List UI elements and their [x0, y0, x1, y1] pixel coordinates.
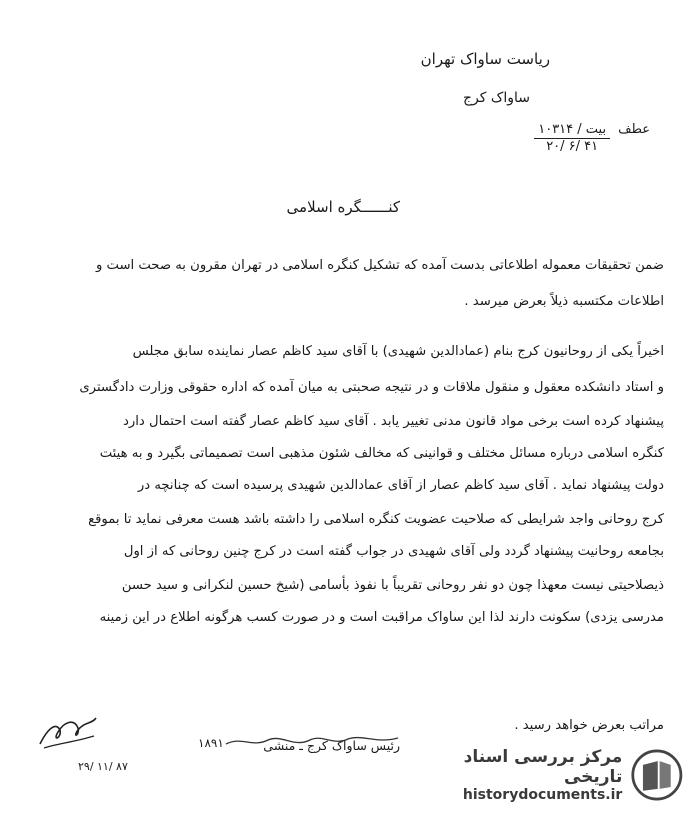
body-line: کرج روحانی واجد شرایطی که صلاحیت عضویت کنگره اسلامی را داشته باشد هست معرفی نماید تا بموقع — [88, 512, 664, 527]
bottom-number: ۲۹/ ۱۱/ ۸۷ — [78, 760, 128, 773]
signature-text: رئیس ساواک کرج ـ منشی — [263, 738, 400, 753]
body-line: بجامعه روحانیت پیشنهاد گردد ولی آقای شهیدی در جواب گفته است در کرج چنین روحانی که از اول — [123, 544, 664, 559]
document-subject: کنــــــگره اسلامی — [286, 198, 400, 216]
body-line: پیشنهاد کرده است برخی مواد قانون مدنی تغییر یابد . آقای سید کاظم عصار گفته است احتمال دارد — [123, 414, 664, 429]
watermark-title: مرکز بررسی اسناد تاریخی — [463, 747, 623, 787]
body-line: مدرسی یزدی) سکونت دارند لذا این ساواک مراقبت است و در صورت کسب هرگونه اطلاع در این زمینه — [99, 610, 664, 625]
sender-line: ساواک کرج — [462, 90, 530, 106]
handwritten-signature — [34, 708, 104, 758]
body-line: ضمن تحقیقات معموله اطلاعاتی بدست آمده که تشکیل کنگره اسلامی در تهران مقرون به صحت است و — [95, 258, 664, 273]
body-line: و استاد دانشکده معقول و منقول ملاقات و در نتیجه صحبتی به میان آمده که اداره حقوقی وزارت دادگستری — [79, 380, 664, 395]
body-line: دولت پیشنهاد نماید . آقای سید کاظم عصار از آقای عمادالدین شهیدی پرسیده است که چنانچه در — [137, 478, 664, 493]
body-line: ذیصلاحیتی نیست معهذا چون دو نفر روحانی تقریباً با نفوذ بأسامی (شیخ حسین لنکرانی و سید حسن — [121, 578, 664, 593]
reference-label: عطف — [618, 122, 650, 137]
reference-date: ۲۰/ ۶/ ۴۱ — [546, 139, 599, 154]
body-line: اخیراً یکی از روحانیون کرج بنام (عمادالدین شهیدی) با آقای سید کاظم عصار نماینده سابق مجلس — [132, 344, 664, 359]
archive-logo-icon — [630, 746, 684, 804]
reference-number-block — [534, 122, 610, 155]
signature-number: ۱۸۹۱ — [198, 736, 224, 750]
reference-number: ۱۰۳۱۴ / بیت — [534, 122, 610, 139]
handwritten-scrawl — [222, 730, 402, 754]
body-line: مراتب بعرض خواهد رسید . — [514, 718, 664, 733]
watermark-text — [416, 747, 622, 803]
body-line: اطلاعات مکتسبه ذیلاً بعرض میرسد . — [464, 294, 664, 309]
watermark-site: historydocuments.ir — [462, 787, 623, 803]
watermark — [416, 742, 684, 808]
recipient-line: ریاست ساواک تهران — [420, 50, 550, 68]
body-line: کنگره اسلامی درباره مسائل مختلف و قوانینی که مخالف شئون مذهبی است تصمیماتی بگیرد و به هیئت — [99, 446, 664, 461]
reference-block — [534, 122, 650, 155]
